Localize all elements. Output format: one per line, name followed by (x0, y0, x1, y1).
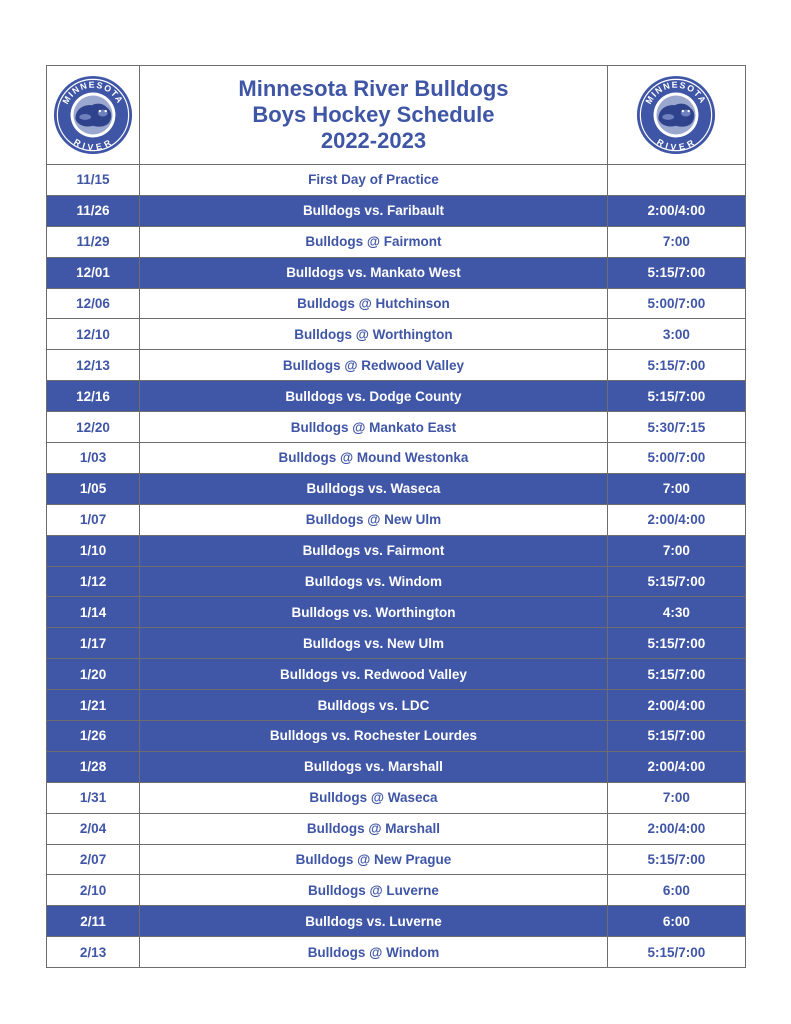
schedule-event: Bulldogs @ Fairmont (140, 226, 608, 257)
schedule-row (47, 566, 746, 597)
logo-cell-left (47, 66, 140, 165)
schedule-time: 5:15/7:00 (607, 381, 745, 412)
schedule-date: 11/29 (47, 226, 140, 257)
schedule-date: 1/31 (47, 782, 140, 813)
schedule-time: 5:15/7:00 (607, 937, 745, 968)
logo-bottom-text: RIVER (72, 136, 114, 153)
logo-top-text: MINNESOTA (643, 79, 710, 106)
schedule-event: Bulldogs @ Luverne (140, 875, 608, 906)
schedule-date: 1/05 (47, 473, 140, 504)
schedule-row (47, 350, 746, 381)
title-line-3: 2022-2023 (320, 128, 427, 153)
schedule-event: Bulldogs vs. Mankato West (140, 257, 608, 288)
logo-cell-right (607, 66, 745, 165)
schedule-table (46, 65, 746, 968)
schedule-time: 7:00 (607, 535, 745, 566)
schedule-event: Bulldogs vs. Windom (140, 566, 608, 597)
schedule-date: 12/01 (47, 257, 140, 288)
schedule-event: Bulldogs vs. Dodge County (140, 381, 608, 412)
schedule-event: Bulldogs vs. Marshall (140, 751, 608, 782)
schedule-time: 5:15/7:00 (607, 350, 745, 381)
schedule-date: 2/10 (47, 875, 140, 906)
schedule-event: Bulldogs @ Mankato East (140, 412, 608, 443)
schedule-event: Bulldogs vs. Luverne (140, 906, 608, 937)
schedule-time: 5:15/7:00 (607, 257, 745, 288)
schedule-date: 1/14 (47, 597, 140, 628)
schedule-time: 2:00/4:00 (607, 751, 745, 782)
bulldog-logo-icon (635, 74, 717, 156)
schedule-date: 1/26 (47, 721, 140, 752)
page-title (140, 66, 608, 165)
schedule-time: 7:00 (607, 782, 745, 813)
schedule-event: Bulldogs vs. Redwood Valley (140, 659, 608, 690)
schedule-event: Bulldogs vs. Fairmont (140, 535, 608, 566)
schedule-date: 12/10 (47, 319, 140, 350)
schedule-time (607, 165, 745, 196)
schedule-date: 12/06 (47, 288, 140, 319)
schedule-row (47, 412, 746, 443)
schedule-date: 2/11 (47, 906, 140, 937)
schedule-row (47, 906, 746, 937)
schedule-time: 2:00/4:00 (607, 504, 745, 535)
schedule-date: 12/20 (47, 412, 140, 443)
schedule-time: 5:15/7:00 (607, 566, 745, 597)
schedule-row (47, 473, 746, 504)
schedule-row (47, 535, 746, 566)
schedule-time: 5:00/7:00 (607, 443, 745, 474)
schedule-row (47, 504, 746, 535)
schedule-row (47, 937, 746, 968)
schedule-time: 5:15/7:00 (607, 844, 745, 875)
schedule-date: 12/16 (47, 381, 140, 412)
schedule-event: Bulldogs @ Redwood Valley (140, 350, 608, 381)
schedule-row (47, 813, 746, 844)
schedule-event: First Day of Practice (140, 165, 608, 196)
bulldog-logo-icon (52, 74, 134, 156)
logo-top-text: MINNESOTA (60, 79, 126, 106)
schedule-event: Bulldogs vs. LDC (140, 690, 608, 721)
schedule-event: Bulldogs @ Marshall (140, 813, 608, 844)
schedule-event: Bulldogs @ Worthington (140, 319, 608, 350)
schedule-event: Bulldogs @ Mound Westonka (140, 443, 608, 474)
title-line-2: Boys Hockey Schedule (252, 102, 495, 127)
schedule-date: 1/10 (47, 535, 140, 566)
schedule-date: 1/12 (47, 566, 140, 597)
schedule-row (47, 751, 746, 782)
schedule-date: 2/07 (47, 844, 140, 875)
schedule-date: 12/13 (47, 350, 140, 381)
schedule-row (47, 381, 746, 412)
schedule-date: 2/13 (47, 937, 140, 968)
schedule-row (47, 690, 746, 721)
schedule-row (47, 782, 746, 813)
schedule-time: 7:00 (607, 226, 745, 257)
schedule-event: Bulldogs @ New Prague (140, 844, 608, 875)
schedule-time: 5:15/7:00 (607, 659, 745, 690)
schedule-date: 11/15 (47, 165, 140, 196)
schedule-time: 2:00/4:00 (607, 813, 745, 844)
schedule-date: 1/20 (47, 659, 140, 690)
schedule-row (47, 195, 746, 226)
schedule-event: Bulldogs vs. Worthington (140, 597, 608, 628)
schedule-time: 5:30/7:15 (607, 412, 745, 443)
schedule-date: 1/17 (47, 628, 140, 659)
schedule-row (47, 319, 746, 350)
schedule-row (47, 721, 746, 752)
schedule-row (47, 257, 746, 288)
schedule-row (47, 875, 746, 906)
schedule-event: Bulldogs vs. New Ulm (140, 628, 608, 659)
schedule-time: 4:30 (607, 597, 745, 628)
schedule-row (47, 226, 746, 257)
schedule-event: Bulldogs vs. Rochester Lourdes (140, 721, 608, 752)
schedule-event: Bulldogs vs. Waseca (140, 473, 608, 504)
schedule-time: 7:00 (607, 473, 745, 504)
schedule-time: 5:00/7:00 (607, 288, 745, 319)
schedule-row (47, 288, 746, 319)
schedule-date: 2/04 (47, 813, 140, 844)
schedule-row (47, 165, 746, 196)
schedule-event: Bulldogs @ Waseca (140, 782, 608, 813)
schedule-event: Bulldogs @ Windom (140, 937, 608, 968)
header-row (47, 66, 746, 165)
schedule-time: 2:00/4:00 (607, 195, 745, 226)
schedule-row (47, 443, 746, 474)
schedule-time: 5:15/7:00 (607, 721, 745, 752)
title-line-1: Minnesota River Bulldogs (238, 76, 509, 101)
schedule-time: 6:00 (607, 875, 745, 906)
schedule-time: 3:00 (607, 319, 745, 350)
schedule-event: Bulldogs vs. Faribault (140, 195, 608, 226)
schedule-date: 1/03 (47, 443, 140, 474)
schedule-date: 1/21 (47, 690, 140, 721)
schedule-date: 1/28 (47, 751, 140, 782)
schedule-date: 1/07 (47, 504, 140, 535)
schedule-time: 5:15/7:00 (607, 628, 745, 659)
schedule-time: 2:00/4:00 (607, 690, 745, 721)
schedule-event: Bulldogs @ New Ulm (140, 504, 608, 535)
logo-bottom-text: RIVER (655, 136, 698, 153)
schedule-row (47, 628, 746, 659)
schedule-date: 11/26 (47, 195, 140, 226)
schedule-event: Bulldogs @ Hutchinson (140, 288, 608, 319)
schedule-row (47, 597, 746, 628)
schedule-time: 6:00 (607, 906, 745, 937)
schedule-row (47, 659, 746, 690)
schedule-row (47, 844, 746, 875)
